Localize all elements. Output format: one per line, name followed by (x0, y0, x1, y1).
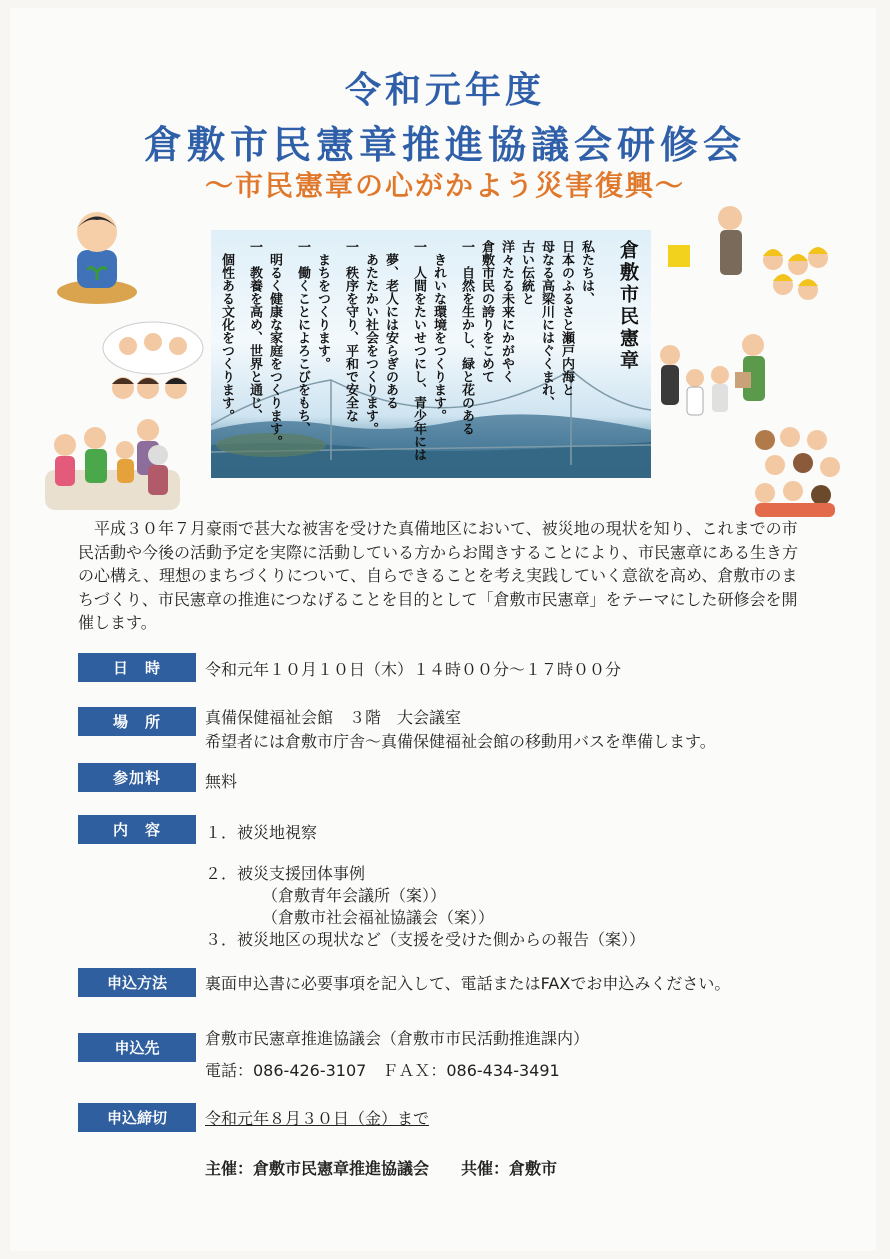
charter-preamble-line: 私たちは、 (579, 240, 594, 305)
content-item: １．被災地視察 (205, 823, 318, 842)
content-item: ３．被災地区の現状など（支援を受けた側からの報告（案）） (205, 930, 646, 949)
citizen-charter-panel (211, 230, 651, 478)
charter-article-line: 一 自然を生かし、緑と花のある (459, 240, 474, 435)
diverse-people-illustration (745, 425, 845, 520)
charter-article-line: 一 秩序を守り、平和で安全な (343, 240, 358, 422)
charter-article-line: まちをつくります。 (315, 240, 330, 370)
family-illustration (40, 410, 185, 515)
charter-article-line: あたたかい社会をつくります。 (363, 240, 378, 435)
intro-paragraph: 平成３０年７月豪雨で甚大な被害を受けた真備地区において、被災地の現状を知り、これまでの市民活動や今後の活動予定を実際に活動している方からお聞きすることにより、市民憲章にある生き方の心構え、理想のまちづくりについて、自らできることを考え実践していく意欲を高め、倉敷市のまちづくり、市民憲章の推進につなげることを目的として「倉敷市民憲章」をテーマにした研修会を開催します。 (78, 519, 799, 632)
charter-preamble-line: 母なる高梁川にはぐくまれ、 (539, 240, 554, 409)
deadline-label: 申込締切 (78, 1103, 196, 1132)
deadline-value: 令和元年８月３０日（金）まで (205, 1109, 430, 1128)
place-value: 真備保健福祉会館 ３階 大会議室 (205, 708, 462, 727)
datetime-value: 令和元年１０月１０日（木）１４時００分～１７時００分 (205, 660, 622, 679)
charter-article-line: 個性ある文化をつくります。 (219, 240, 234, 422)
title-event: 倉敷市民憲章推進協議会研修会 (143, 122, 746, 167)
content-subitem: （倉敷青年会議所（案）） (262, 886, 447, 905)
fee-label: 参加料 (78, 763, 196, 792)
charter-article-line: 一 教養を高め、世界と通じ、 (247, 240, 262, 422)
charter-preamble-line: 洋々たる未来にかがやく (499, 240, 514, 383)
child-planting-illustration (52, 200, 142, 310)
community-cleanup-illustration (655, 330, 775, 425)
organizer-line: 主催：倉敷市民憲章推進協議会 共催：倉敷市 (205, 1159, 558, 1178)
charter-preamble-line: 日本のふるさと瀬戸内海と (559, 240, 574, 396)
charter-article-line: 一 人間をたいせつにし、青少年には (411, 240, 426, 461)
charter-heading: 倉敷市民憲章 (617, 240, 639, 372)
charter-preamble-line: 倉敷市民の誇りをこめて (479, 240, 494, 383)
charter-preamble-line: 古い伝統と (519, 240, 534, 305)
contact-org: 倉敷市民憲章推進協議会（倉敷市市民活動推進課内） (205, 1029, 590, 1048)
subtitle: ～市民憲章の心がかよう災害復興～ (204, 169, 685, 202)
place-note: 希望者には倉敷市庁舎～真備保健福祉会館の移動用バスを準備します。 (205, 732, 716, 751)
title-year: 令和元年度 (344, 69, 545, 111)
datetime-label: 日 時 (78, 653, 196, 682)
volunteers-illustration (98, 318, 208, 408)
content-subitem: （倉敷市社会福祉協議会（案）） (262, 908, 495, 927)
charter-article-line: 明るく健康な家庭をつくります。 (267, 240, 282, 448)
content-label: 内 容 (78, 815, 196, 844)
content-item: ２．被災支援団体事例 (205, 864, 366, 883)
contact-label: 申込先 (78, 1033, 196, 1062)
fee-value: 無料 (205, 772, 238, 791)
place-label: 場 所 (78, 707, 196, 736)
charter-article-line: 夢、老人には安らぎのある (383, 240, 398, 409)
crossing-guard-illustration (668, 200, 838, 310)
method-value: 裏面申込書に必要事項を記入して、電話またはFAXでお申込みください。 (205, 974, 731, 993)
charter-article-line: きれいな環境をつくります。 (431, 240, 446, 422)
contact-phone: 電話：086-426-3107 ＦＡＸ：086-434-3491 (205, 1061, 560, 1080)
method-label: 申込方法 (78, 968, 196, 997)
charter-article-line: 一 働くことによろこびをもち、 (295, 240, 310, 435)
